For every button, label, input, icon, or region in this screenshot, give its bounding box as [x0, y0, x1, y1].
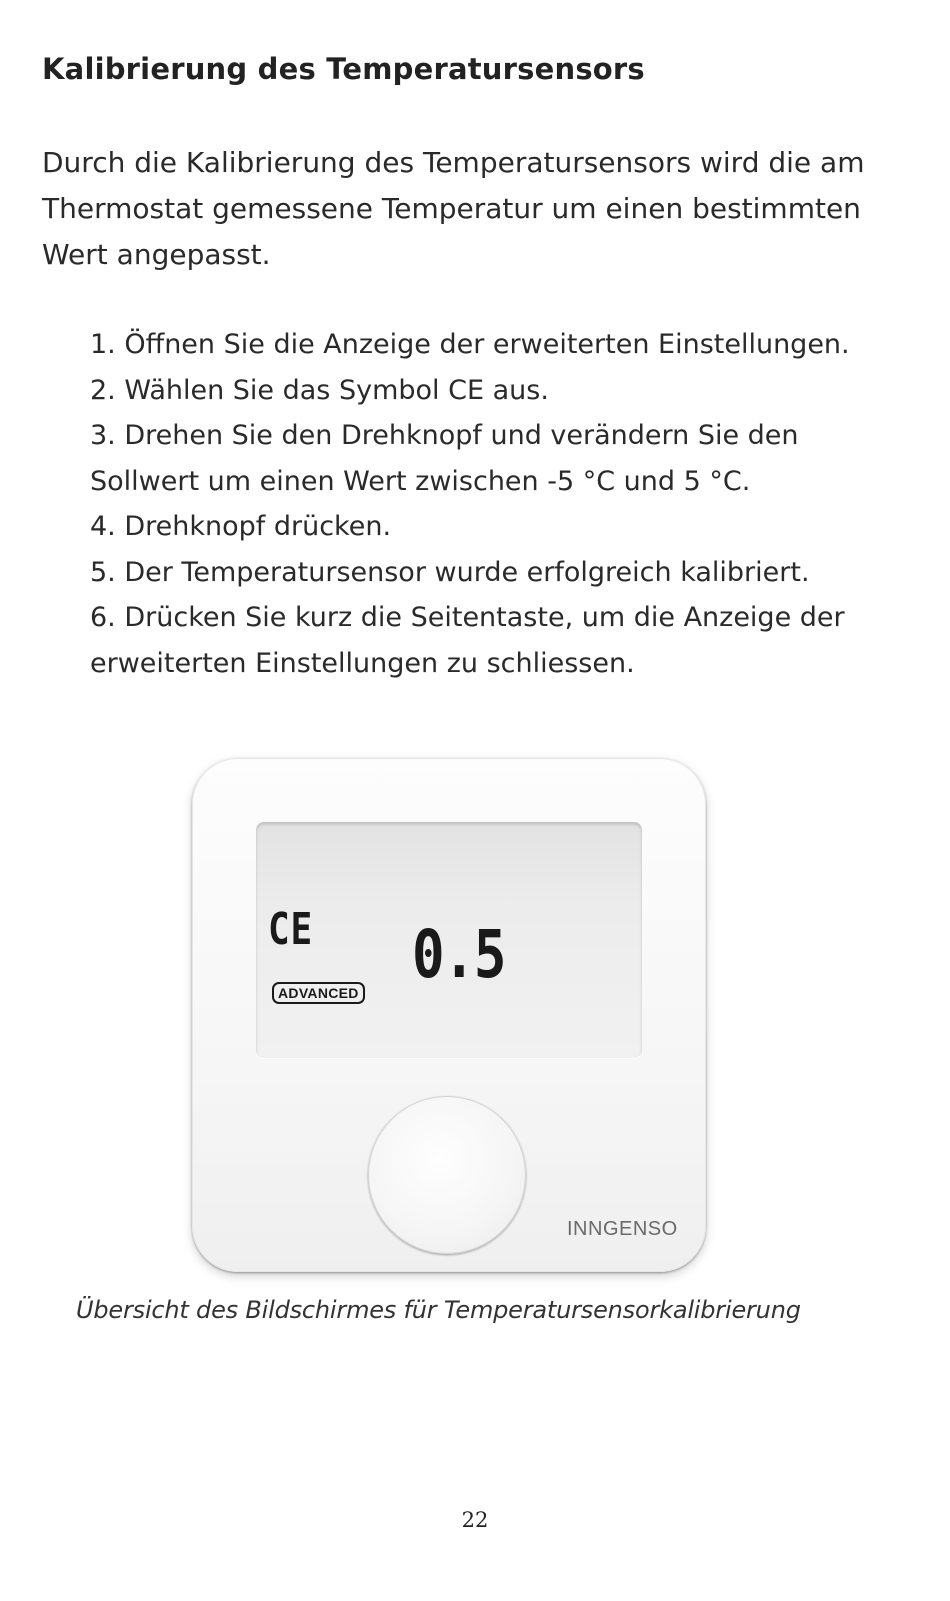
brand-logo: INNGENSO [567, 1218, 678, 1240]
page-number: 22 [461, 1508, 489, 1532]
instruction-steps [90, 322, 890, 686]
page-heading: Kalibrierung des Temperatursensors [42, 52, 645, 86]
step-item: 1. Öffnen Sie die Anzeige der erweiterten Einstellungen. [90, 329, 850, 360]
step-item: 3. Drehen Sie den Drehknopf und verändern Sie den Sollwert um einen Wert zwischen -5 °C und 5 °C. [90, 420, 799, 497]
step-item: 4. Drehknopf drücken. [90, 511, 392, 542]
thermostat-display [256, 822, 642, 1058]
thermostat-illustration [192, 758, 706, 1272]
step-item: 2. Wählen Sie das Symbol CE aus. [90, 374, 549, 406]
figure-caption: Übersicht des Bildschirmes für Temperatursensorkalibrierung [76, 1296, 801, 1324]
step-item: 5. Der Temperatursensor wurde erfolgreich kalibriert. [90, 556, 810, 588]
rotary-knob [368, 1096, 526, 1254]
advanced-badge: ADVANCED [272, 982, 365, 1004]
step-item: 6. Drücken Sie kurz die Seitentaste, um die Anzeige der erweiterten Einstellungen zu schliessen. [90, 602, 845, 679]
intro-paragraph: Durch die Kalibrierung des Temperatursensors wird die am Thermostat gemessene Temperatur um einen bestimmten Wert angepasst. [42, 146, 865, 271]
display-value: 0.5 [412, 916, 505, 993]
calibration-symbol: CE [268, 904, 314, 955]
